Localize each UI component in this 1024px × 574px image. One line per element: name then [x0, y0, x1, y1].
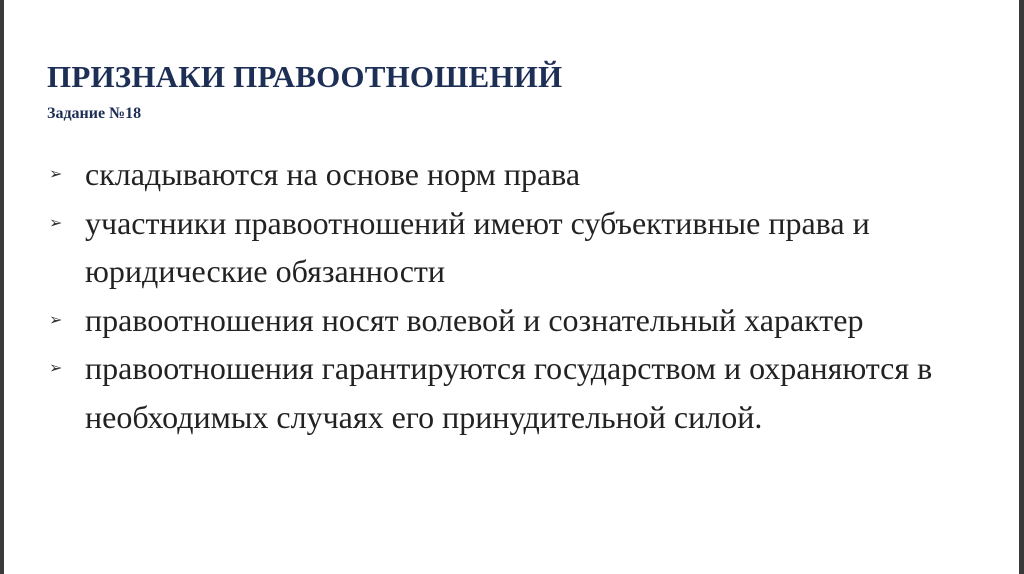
bullet-list: [47, 150, 987, 441]
arrow-bullet-icon: ➢: [49, 309, 63, 329]
bullet-text: складываются на основе норм права: [85, 156, 581, 192]
slide-subtitle: Задание №18: [47, 105, 142, 122]
bullet-text: правоотношения носят волевой и сознательный характер: [85, 301, 864, 338]
arrow-bullet-icon: ➢: [49, 212, 63, 232]
slide-frame-right: [1019, 0, 1024, 574]
slide-title: ПРИЗНАКИ ПРАВООТНОШЕНИЙ: [47, 59, 563, 94]
arrow-bullet-icon: ➢: [49, 164, 63, 183]
bullet-item: [47, 150, 987, 199]
bullet-item: [47, 344, 987, 441]
bullet-text: участники правоотношений имеют субъективные права и юридические обязанности: [85, 204, 870, 289]
bullet-item: [47, 199, 987, 296]
bullet-item: [47, 296, 987, 345]
slide-frame-left: [0, 0, 4, 574]
arrow-bullet-icon: ➢: [49, 358, 63, 377]
bullet-text: правоотношения гарантируются государством и охраняются в необходимых случаях его принудительной силой.: [85, 350, 933, 435]
